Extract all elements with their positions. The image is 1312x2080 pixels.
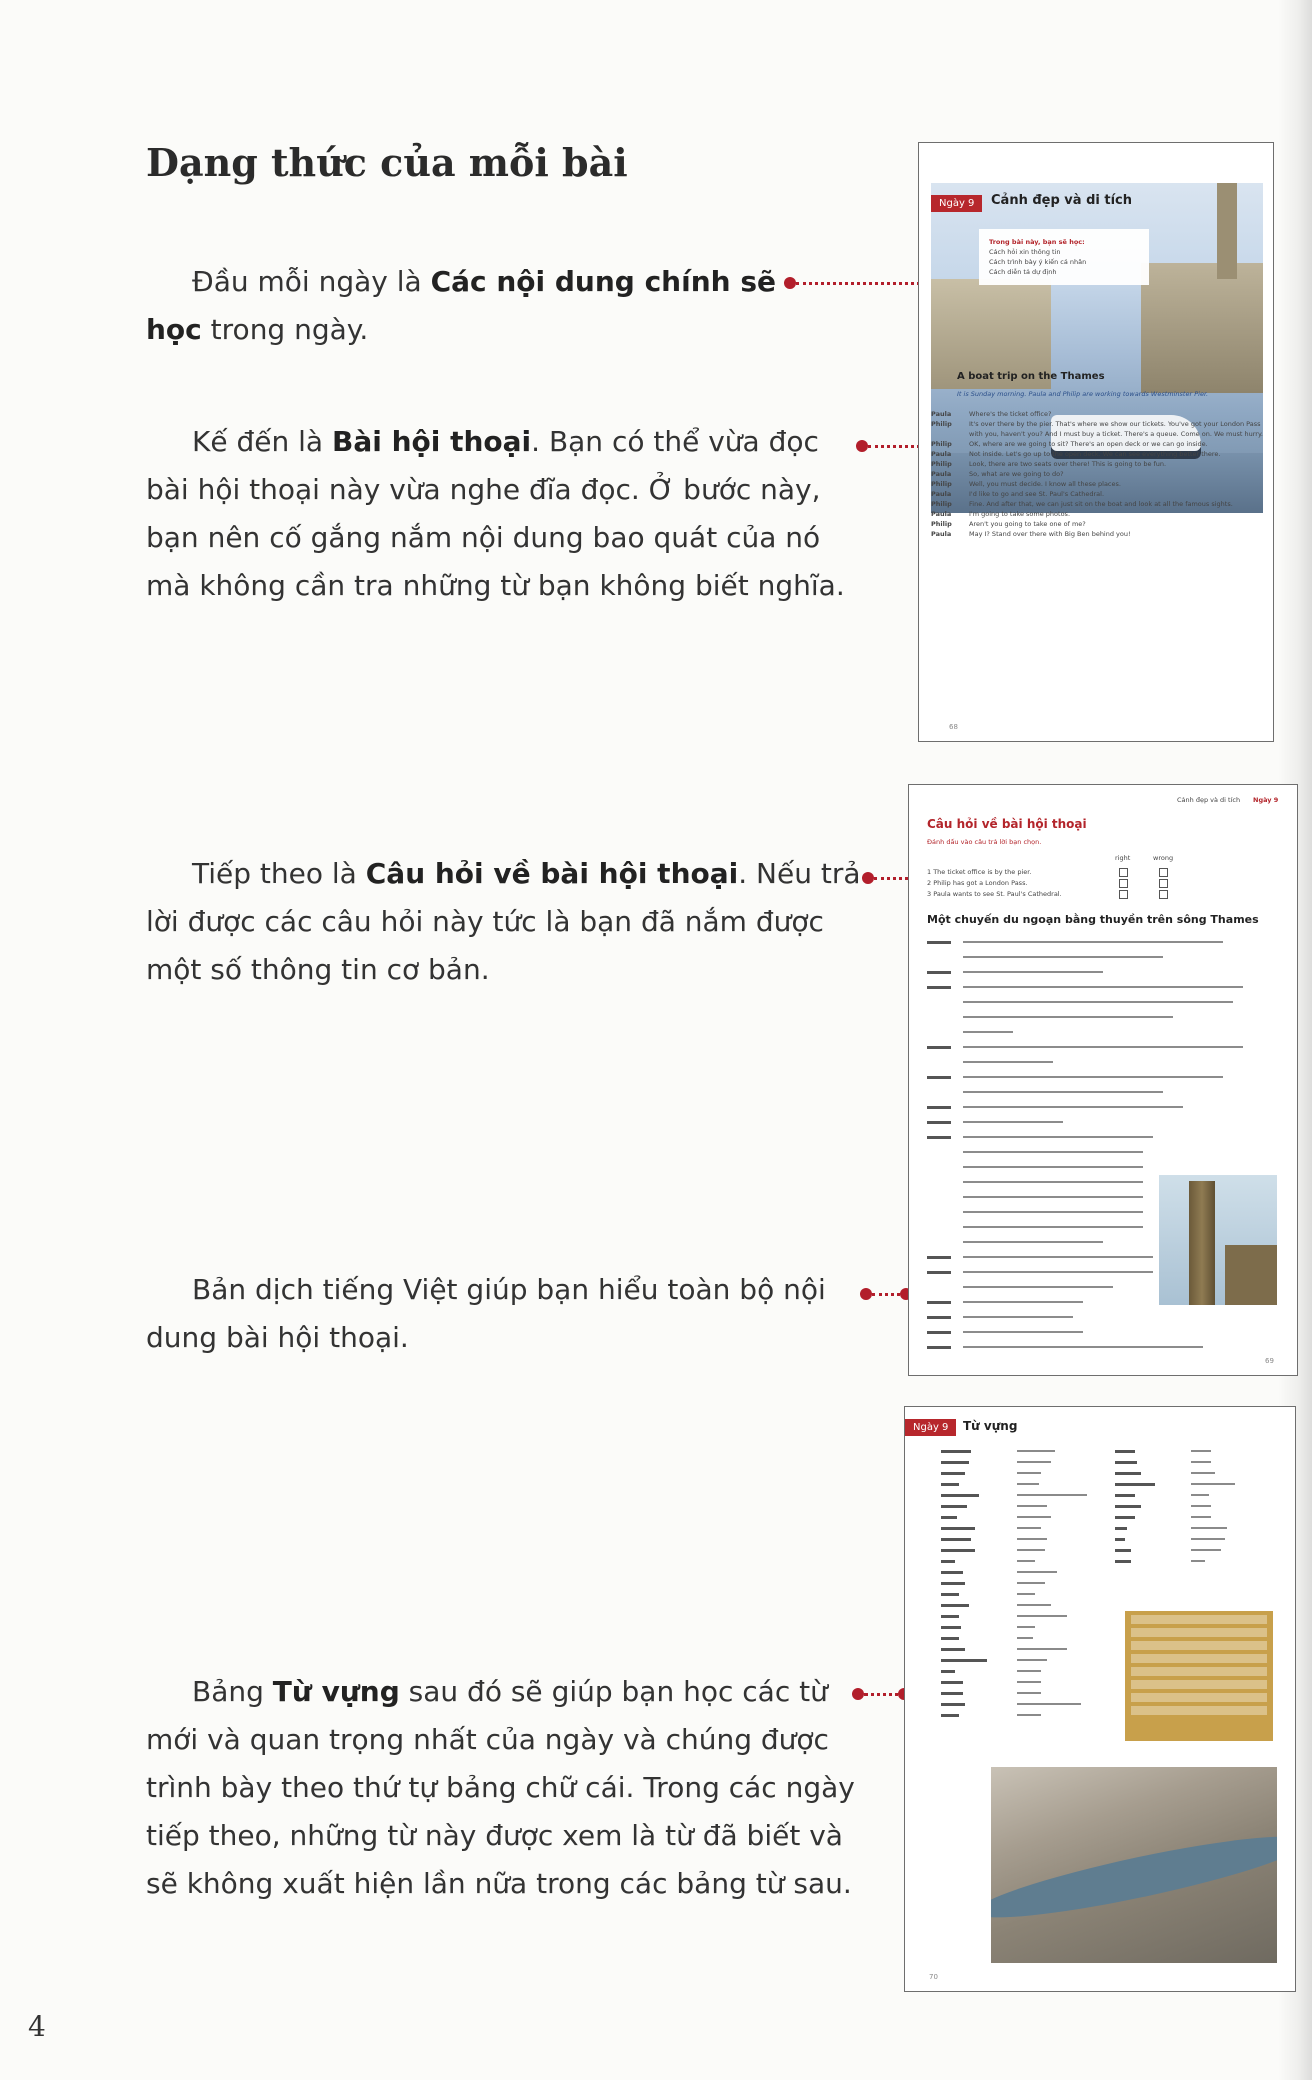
day-tag: Ngày 9 [931,195,982,212]
p4-line-1: Bản dịch tiếng Việt giúp bạn hiểu toàn bộ nội [192,1273,826,1306]
vocab-highlight-box [1125,1611,1273,1741]
speaker: Paula [931,490,952,498]
line-text: Where's the ticket office? [969,410,1052,418]
translation-title: Một chuyến du ngoạn bằng thuyền trên sông Thames [927,913,1259,926]
question-2: 2 Philip has got a London Pass. [927,879,1028,887]
line-text: OK, where are we going to sit? There's an open deck or we can go inside. [969,440,1208,448]
paragraph-main-contents [146,258,776,354]
photo-clock-tower [1189,1181,1215,1305]
connector-dot-2a [856,440,868,452]
dialogue-intro: It is Sunday morning. Paula and Philip are working towards Westminster Pier. [957,390,1209,398]
questions-instruction: Đánh dấu vào câu trả lời bạn chọn. [927,838,1042,846]
checkbox-3-wrong[interactable] [1159,890,1168,899]
speaker: Philip [931,460,952,468]
speaker: Philip [931,420,952,428]
checkbox-2-wrong[interactable] [1159,879,1168,888]
dialogue-lines [931,409,1267,709]
speaker: Philip [931,480,952,488]
p2-line-2: bài hội thoại này vừa nghe đĩa đọc. Ở bước này, [146,473,821,506]
speaker: Philip [931,440,952,448]
thumb-page-number: 70 [929,1973,938,1981]
col-wrong: wrong [1153,854,1174,862]
dialogue-line [931,509,1267,519]
p4-line-2: dung bài hội thoại. [146,1321,409,1354]
line-text: I'd like to go and see St. Paul's Cathedral. [969,490,1105,498]
london-aerial-photo [991,1767,1277,1963]
p2-line-4: mà không cần tra những từ bạn không biết nghĩa. [146,569,845,602]
photo-building-right [1141,263,1263,393]
line-text: So, what are we going to do? [969,470,1064,478]
dialogue-line [931,409,1267,419]
dialogue-line [931,469,1267,479]
running-header-tag: Ngày 9 [1253,796,1279,804]
p2-after: . Bạn có thể vừa đọc [531,425,819,458]
p5-line-4: tiếp theo, những từ này được xem là từ đã biết và [146,1819,843,1852]
dialogue-line [931,479,1267,489]
line-text: Look, there are two seats over there! This is going to be fun. [969,460,1167,468]
dialogue-line [931,449,1267,459]
connector-dot-3a [862,872,874,884]
thumb-page-number: 68 [949,723,958,731]
line-text: I'm going to take some photos. [969,510,1071,518]
dialogue-line [931,489,1267,499]
p3-after: . Nếu trả [738,857,861,890]
big-ben-photo [1159,1175,1277,1305]
page-number: 4 [28,2010,46,2043]
vocab-title: Từ vựng [963,1419,1018,1433]
dialogue-line [931,419,1267,439]
p1-bold-2: học [146,313,202,346]
line-text: Well, you must decide. I know all these places. [969,480,1121,488]
contents-item-3: Cách diễn tả dự định [989,268,1057,276]
contents-box [979,229,1149,285]
line-text: Not inside. Let's go up to the open deck. We can see everything better there. [969,450,1221,458]
speaker: Philip [931,520,952,528]
speaker: Paula [931,530,952,538]
p2-bold: Bài hội thoại [331,425,532,458]
line-text: Aren't you going to take one of me? [969,520,1086,528]
paragraph-dialogue [146,418,845,610]
dialogue-line [931,459,1267,469]
p2-before: Kế đến là [192,425,332,458]
line-text: Fine. And after that, we can just sit on the boat and look at all the famous sights. [969,500,1233,508]
connector-dot-1a [784,277,796,289]
p3-line-3: một số thông tin cơ bản. [146,953,490,986]
question-1: 1 The ticket office is by the pier. [927,868,1032,876]
p5-bold: Từ vựng [272,1675,400,1708]
p1-after: trong ngày. [201,313,369,346]
p5-line-3: trình bày theo thứ tự bảng chữ cái. Trong các ngày [146,1771,855,1804]
paragraph-translation [146,1266,826,1362]
speaker: Paula [931,450,952,458]
p3-line-2: lời được các câu hỏi này tức là bạn đã nắm được [146,905,824,938]
running-header: Cảnh đẹp và di tích [1177,796,1241,804]
p3-bold: Câu hỏi về bài hội thoại [365,857,739,890]
p5-before: Bảng [192,1675,273,1708]
p3-before: Tiếp theo là [192,857,366,890]
thumbnail-dialogue-page [918,142,1274,742]
speaker: Paula [931,510,952,518]
thumbnail-questions-page [908,784,1298,1376]
line-text: It's over there by the pier. That's where we show our tickets. You've got your London Pass with you, haven't you? And I must buy a ticket. There's a queue. Come on. We must hurry. [969,420,1263,438]
connector-dot-5a [852,1688,864,1700]
question-3: 3 Paula wants to see St. Paul's Cathedral. [927,890,1062,898]
contents-box-heading: Trong bài này, bạn sẽ học: [989,238,1085,246]
dialogue-title: A boat trip on the Thames [957,371,1105,382]
paragraph-vocabulary [146,1668,855,1908]
speaker: Paula [931,470,952,478]
day-tag: Ngày 9 [905,1419,956,1436]
page-heading: Dạng thức của mỗi bài [146,140,628,185]
thumbnail-vocabulary-page [904,1406,1296,1992]
paragraph-questions [146,850,861,994]
checkbox-1-wrong[interactable] [1159,868,1168,877]
checkbox-3-right[interactable] [1119,890,1128,899]
thumb-page-number: 69 [1265,1357,1274,1365]
contents-item-1: Cách hỏi xin thông tin [989,248,1061,256]
speaker: Philip [931,500,952,508]
p5-line-2: mới và quan trọng nhất của ngày và chúng được [146,1723,829,1756]
photo-parliament [1225,1245,1277,1305]
dialogue-line [931,529,1267,539]
p5-line-5: sẽ không xuất hiện lần nữa trong các bảng từ sau. [146,1867,852,1900]
photo-tower [1217,183,1237,279]
dialogue-line [931,439,1267,449]
dialogue-line [931,499,1267,509]
connector-dot-4a [860,1288,872,1300]
contents-item-2: Cách trình bày ý kiến cá nhân [989,258,1087,266]
line-text: May I? Stand over there with Big Ben behind you! [969,530,1131,538]
dialogue-line [931,519,1267,529]
photo-river [991,1822,1277,1932]
p1-before: Đầu mỗi ngày là [192,265,431,298]
lesson-title: Cảnh đẹp và di tích [991,193,1132,208]
p2-line-3: bạn nên cố gắng nắm nội dung bao quát của nó [146,521,821,554]
p5-after: sau đó sẽ giúp bạn học các từ [399,1675,828,1708]
checkbox-2-right[interactable] [1119,879,1128,888]
questions-title: Câu hỏi về bài hội thoại [927,817,1087,831]
speaker: Paula [931,410,952,418]
col-right: right [1115,854,1131,862]
checkbox-1-right[interactable] [1119,868,1128,877]
p1-bold-1: Các nội dung chính sẽ [430,265,776,298]
